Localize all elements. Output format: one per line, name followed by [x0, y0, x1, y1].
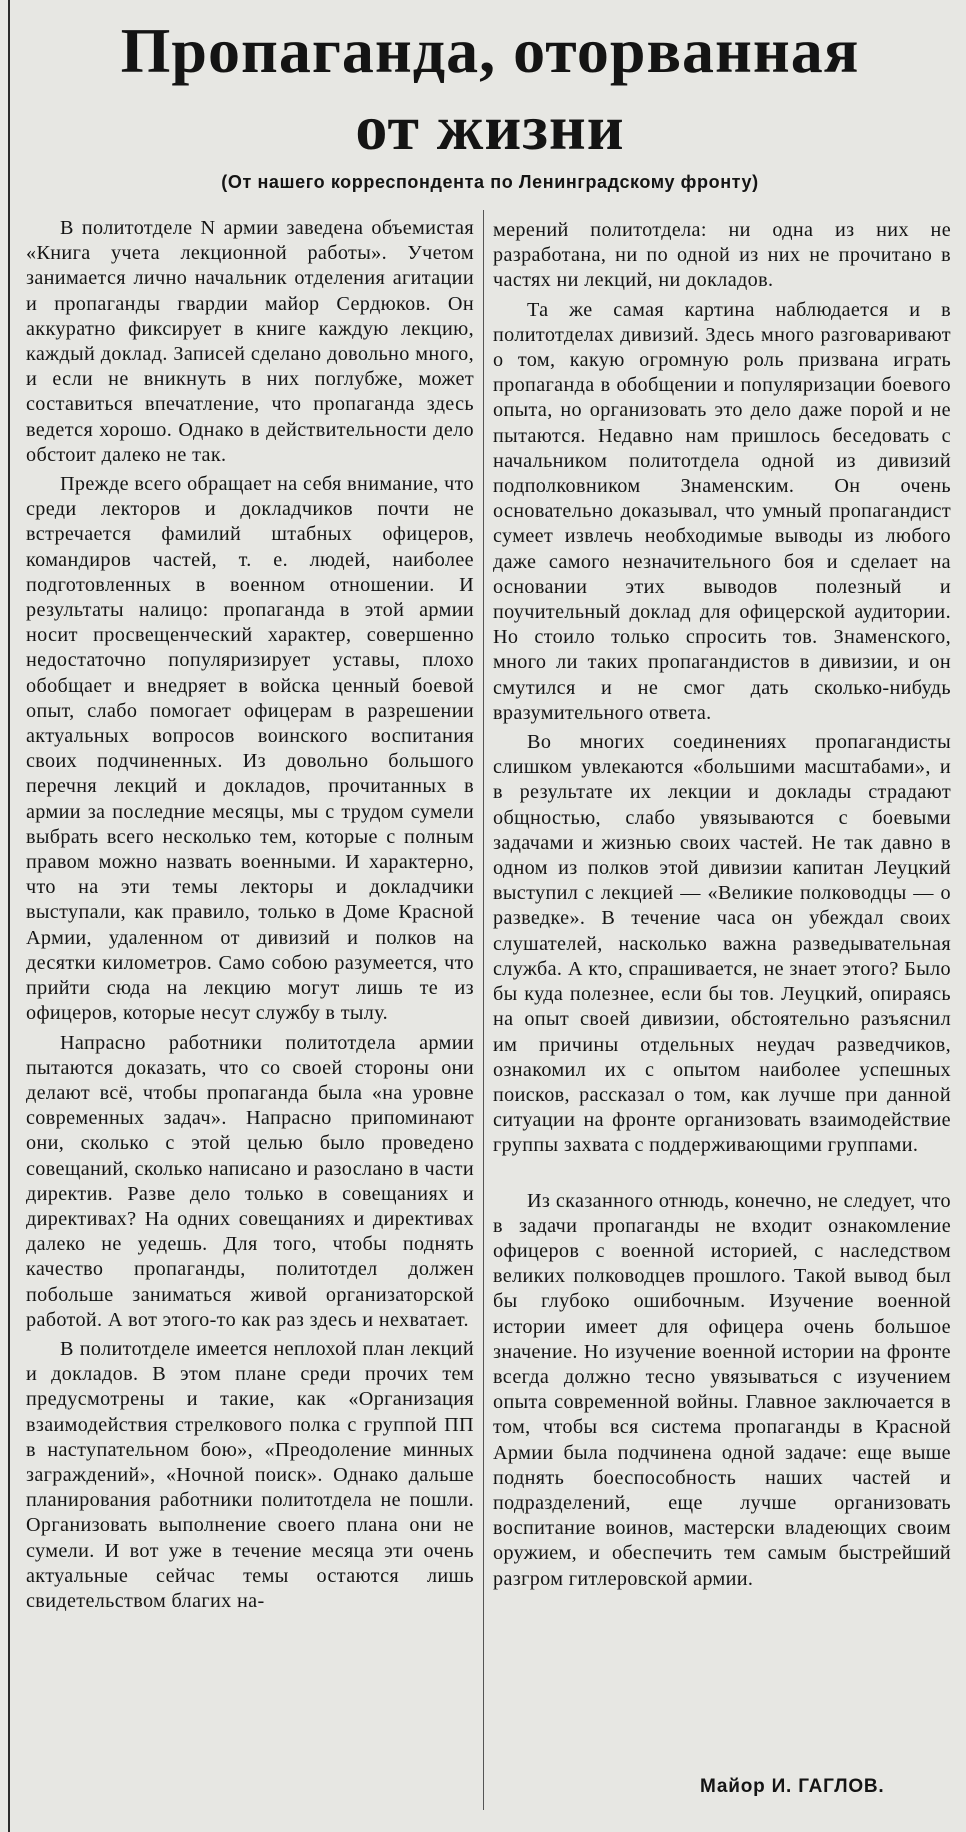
paragraph: Прежде всего обращает на себя внимание, что среди лекторов и докладчиков почти не встречается фамилий штабных офицеров, командиров частей, т. е. людей, наиболее подготовленных в военном отношении. И результаты налицо: пропаганда в этой армии носит просвещенческий характер, совершенно недостаточно популяризирует уставы, плохо обобщает и внедряет в войска ценный боевой опыт, слабо помогает офицерам в разрешении актуальных вопросов воинского воспитания своих подчиненных. Из довольно большого перечня лекций и докладов, прочитанных в армии за последние месяцы, мы с трудом сумели выбрать всего несколько тем, которые с полным правом можно назвать военными. И характерно, что на эти темы лекторы и докладчики выступали, как правило, только в Доме Красной Армии, удаленном от дивизий и полков на десятки километров. Само собою разумеется, что прийти сюда на лекцию могут лишь те из офицеров, которые несут службу в тылу. [26, 473, 474, 1025]
paragraph: Та же самая картина наблюдается и в политотделах дивизий. Здесь много разговаривают о том, какую огромную роль призвана играть пропаганда в обобщении и популяризации боевого опыта, но организовать это дело даже порой и не пытаются. Недавно нам пришлось беседовать с начальником политотдела одной из дивизий подполковником Знаменским. Он очень основательно доказывал, что умный пропагандист сумеет извлечь необходимые выводы из любого даже самого незначительного боя и сделает на основании этих выводов полезный и поучительный доклад для офицерской аудитории. Но стоило только спросить тов. Знаменского, много ли таких пропагандистов в дивизии, и он смутился и не смог дать сколько-нибудь вразумительного ответа. [493, 298, 951, 724]
paragraph: Из сказанного отнюдь, конечно, не следует, что в задачи пропаганды не входит ознакомление офицеров с военной историей, с наследством великих полководцев прошлого. Такой вывод был бы глубоко ошибочным. Изучение военной истории имеет для офицера очень большое значение. Но изучение военной истории на фронте всегда должно тесно увязываться с изучением опыта современной войны. Главное заключается в том, чтобы вся система пропаганды в Красной Армии была подчинена одной задаче: еще выше поднять боеспособность наших частей и подразделений, еще лучше организовать воспитание воинов, мастерски владеющих своим оружием, и обеспечить тем самым быстрейший разгром гитлеровской армии. [493, 1189, 951, 1590]
headline-line-2: от жизни [355, 92, 625, 163]
column-divider [483, 210, 484, 1810]
paragraph: Во многих соединениях пропагандисты слишком увлекаются «большими масштабами», и в результате их лекции и доклады страдают общностью, слабо увязываются с боевыми задачами и жизнью своих частей. Не так давно в одном из полков этой дивизии капитан Леуцкий выступил с лекцией — «Великие полководцы — о разведке». В течение часа он убеждал своих слушателей, насколько важна разведывательная служба. А кто, спрашивается, не знает этого? Было бы куда полезнее, если бы тов. Леуцкий, опираясь на опыт своей дивизии, обстоятельно разъяснил им причины отдельных неудач разведчиков, ознакомил их с опытом наиболее успешных поисков, рассказал о том, как лучше при данной ситуации на фронте организовать взаимодействие группы захвата с поддерживающими группами. [493, 731, 951, 1157]
left-margin-rule [8, 0, 10, 1832]
paragraph-continued: мерений политотдела: ни одна из них не разработана, ни по одной из них не прочитано в частях ни лекций, ни докладов. [493, 219, 951, 292]
author-signature: Майор И. ГАГЛОВ. [700, 1776, 885, 1797]
article-subtitle: (От нашего корреспондента по Ленинградскому фронту) [221, 172, 759, 192]
paragraph: В политотделе имеется неплохой план лекций и докладов. В этом плане среди прочих тем предусмотрены и такие, как «Организация взаимодействия стрелкового полка с группой ПП в наступательном бою», «Преодоление минных заграждений», «Ночной поиск». Однако дальше планирования работники политотдела не пошли. Организовать выполнение своего плана они не сумели. И вот уже в течение месяца эти очень актуальные сейчас темы остаются лишь свидетельством благих на- [26, 1337, 474, 1612]
article-column-left [26, 216, 474, 1614]
headline-line-1: Пропаганда, оторванная [120, 15, 860, 86]
article-headline [20, 12, 960, 166]
paragraph: Напрасно работники политотдела армии пытаются доказать, что со своей стороны они делают всё, чтобы пропаганда была «на уровне современных задач». Напрасно припоминают они, сколько с этой целью было проведено совещаний, сколько написано и разослано в части директив. Разве дело только в совещаниях и директивах? На одних совещаниях и директивах далеко не уедешь. Для того, чтобы поднять качество пропаганды, политотдел должен побольше заниматься живой организаторской работой. А вот этого-то как раз здесь и нехватает. [26, 1031, 474, 1331]
article-column-right [493, 218, 951, 1592]
paragraph: В политотделе N армии заведена объемистая «Книга учета лекционной работы». Учетом занимается лично начальник отделения агитации и пропаганды гвардии майор Сердюков. Он аккуратно фиксирует в книге каждую лекцию, каждый доклад. Записей сделано довольно много, и если не вникнуть в них поглубже, может составиться впечатление, что пропаганда здесь ведется хорошо. Однако в действительности дело обстоит далеко не так. [26, 217, 474, 466]
